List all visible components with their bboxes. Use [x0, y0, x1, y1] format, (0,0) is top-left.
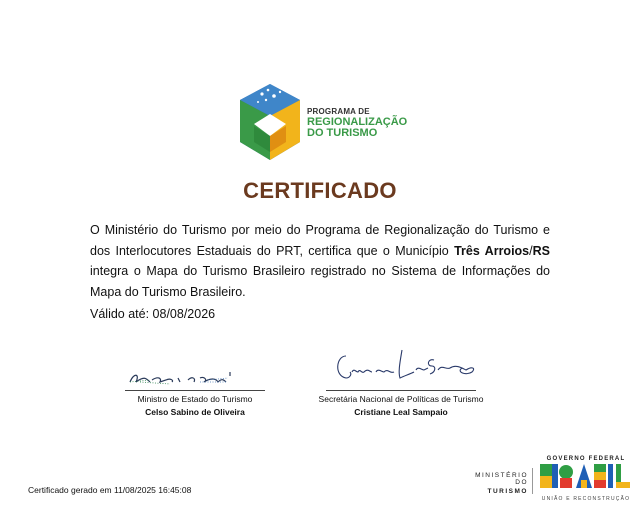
gov-line-1: GOVERNO FEDERAL — [546, 456, 626, 462]
certificate-body — [90, 220, 550, 302]
logo-line-1: PROGRAMA DE — [307, 107, 370, 116]
ministry-logo — [462, 472, 528, 495]
prt-logo-text — [307, 104, 407, 139]
signature-image — [100, 342, 290, 390]
valid-until: Válido até: 08/08/2026 — [90, 307, 216, 321]
municipality: Três Arroios — [454, 243, 530, 258]
logo-divider — [532, 468, 533, 494]
signature-line — [125, 390, 265, 391]
generated-timestamp: Certificado gerado em 11/08/2025 16:45:08 — [28, 485, 192, 495]
certificate-title: CERTIFICADO — [243, 178, 397, 203]
signature-name: Celso Sabino de Oliveira — [145, 407, 245, 417]
logo-line-2: REGIONALIZAÇÃO — [307, 116, 408, 128]
ministry-line-1: MINISTÉRIO DO — [475, 472, 528, 486]
state: RS — [532, 243, 550, 258]
signature-block-secretary — [306, 342, 496, 417]
signature-role: Secretária Nacional de Políticas de Turismo — [318, 394, 484, 404]
signature-name: Cristiane Leal Sampaio — [354, 407, 448, 417]
gov-line-3: UNIÃO E RECONSTRUÇÃO — [541, 496, 631, 502]
body-part-2: integra o Mapa do Turismo Brasileiro registrado no Sistema de Informações do Mapa do Turismo Brasileiro. — [90, 264, 550, 299]
body-part-1: O Ministério do Turismo por meio do Programa de Regionalização do Turismo e dos Interlocutores Estaduais do PRT, certifica que o Município — [90, 223, 550, 258]
signature-line — [326, 390, 476, 391]
government-logo — [540, 456, 632, 502]
separator: / — [529, 243, 533, 258]
signature-image — [306, 342, 496, 390]
signature-block-minister — [100, 342, 290, 417]
signature-role: Ministro de Estado do Turismo — [137, 394, 253, 404]
brasil-logo-icon — [540, 462, 632, 490]
logo-line-3: DO TURISMO — [307, 127, 378, 139]
prt-logo-icon — [236, 80, 304, 164]
ministry-line-2: TURISMO — [487, 488, 528, 495]
